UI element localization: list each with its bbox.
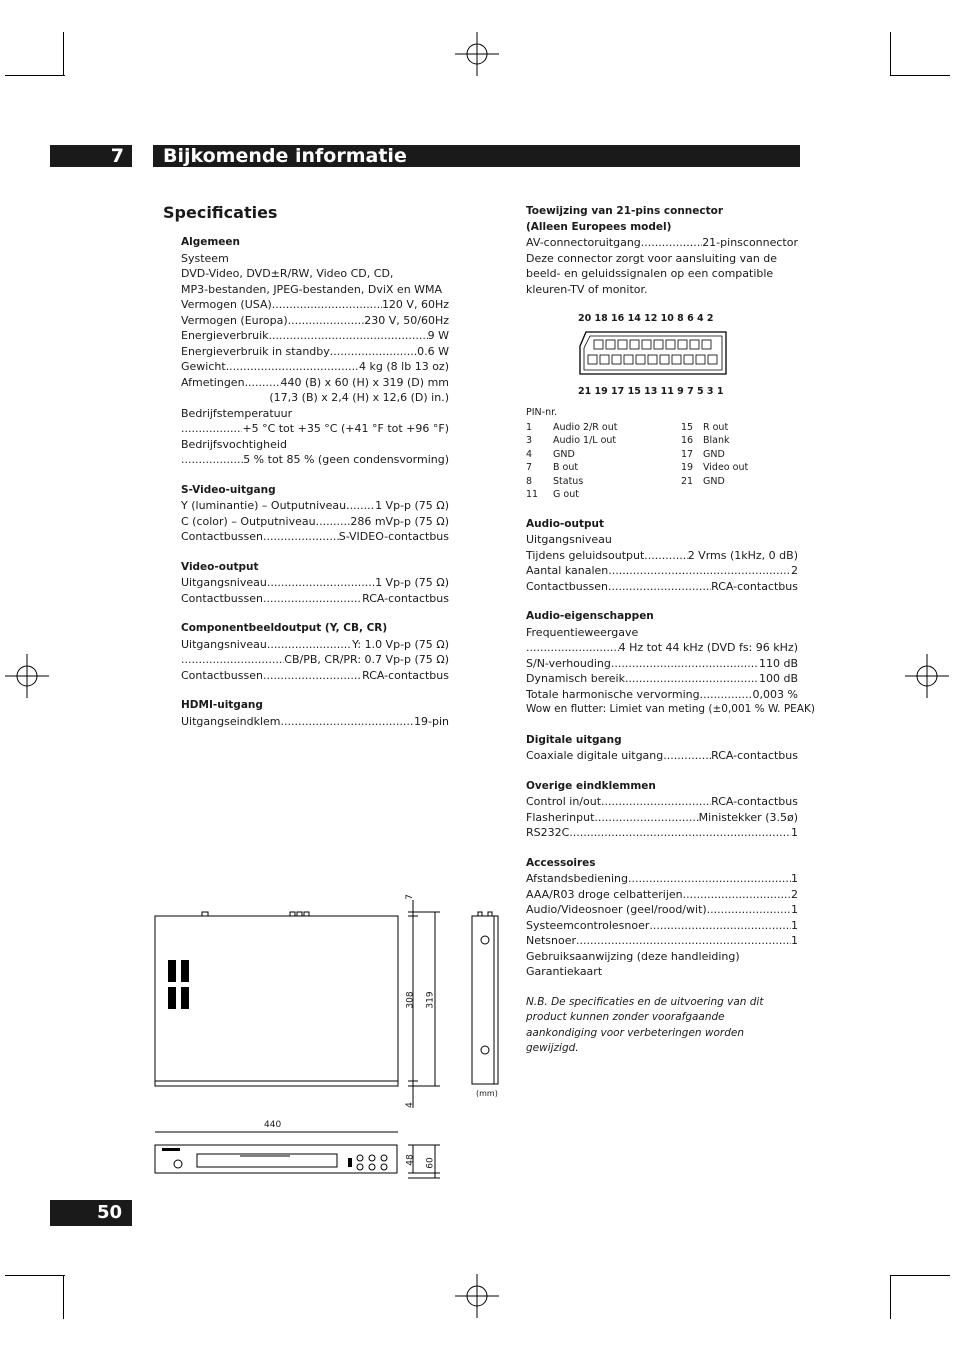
crop-mark <box>890 75 950 76</box>
spec-row: Netsnoer ..... 1 <box>526 933 798 949</box>
dimension-label: 319 <box>425 991 436 1009</box>
spec-row: Uitgangseindklem ..... 19-pin <box>181 714 449 730</box>
spec-row: Afmetingen ..... 440 (B) x 60 (H) x 319 (D) mm <box>181 375 449 391</box>
spec-row: Uitgangsniveau ..... Y: 1.0 Vp-p (75 Ω) <box>181 637 449 653</box>
spec-text: MP3-bestanden, JPEG-bestanden, DviX en WMA <box>181 282 443 296</box>
registration-mark-icon <box>905 654 949 698</box>
spec-text: (17,3 (B) x 2,4 (H) x 12,6 (D) in.) <box>269 391 449 404</box>
spec-row: Contactbussen ..... RCA-contactbus <box>526 579 798 595</box>
spec-row: Y (luminantie) – Outputniveau ..... 1 Vp-p (75 Ω) <box>181 498 449 514</box>
spec-row: Uitgangsniveau ..... 1 Vp-p (75 Ω) <box>181 575 449 591</box>
table-row: 7 B out 19 Video out <box>526 462 749 473</box>
spec-row: Contactbussen ..... RCA-contactbus <box>181 668 449 684</box>
dimension-label: 7 <box>404 894 415 900</box>
spec-row: S/N-verhouding ..... 110 dB <box>526 656 798 672</box>
chapter-number: 7 <box>50 145 132 167</box>
spec-row: ..... 4 Hz tot 44 kHz (DVD fs: 96 kHz) <box>526 640 798 656</box>
spec-text: Bedrijfstemperatuur <box>181 406 293 420</box>
spec-text: Garantiekaart <box>526 965 603 978</box>
side-view-drawing <box>468 910 502 1090</box>
dimension-label: 60 <box>425 1157 436 1169</box>
crop-mark <box>890 1275 950 1276</box>
spec-row: ..... 5 % tot 85 % (geen condensvorming) <box>181 452 449 468</box>
spec-row: AV-connectoruitgang ..... 21-pinsconnector <box>526 235 798 251</box>
dimension-label: 4 <box>404 1102 415 1108</box>
spec-text: Bedrijfsvochtigheid <box>181 437 287 451</box>
spec-row: Flasherinput ..... Ministekker (3.5ø) <box>526 810 798 826</box>
spec-text: Gebruiksaanwijzing (deze handleiding) <box>526 949 740 963</box>
registration-mark-icon <box>455 1274 499 1318</box>
dimension-label: 308 <box>405 991 416 1009</box>
heading-hdmi: HDMI-uitgang <box>181 699 263 711</box>
scart-description: Deze connector zorgt voor aansluiting van de beeld- en geluidssignalen op een compatible kleuren-TV of monitor. <box>526 251 778 296</box>
chapter-title: Bijkomende informatie <box>153 145 800 167</box>
spec-row: Vermogen (USA) ..... 120 V, 60Hz <box>181 297 449 313</box>
spec-row: Control in/out ..... RCA-contactbus <box>526 794 798 810</box>
spec-row: AAA/R03 droge celbatterijen ..... 2 <box>526 887 798 903</box>
crop-mark <box>5 75 65 76</box>
spec-row: Dynamisch bereik ..... 100 dB <box>526 671 798 687</box>
pin-numbers-bottom: 21 19 17 15 13 11 9 7 5 3 1 <box>578 386 724 397</box>
spec-row: Gewicht ..... 4 kg (8 lb 13 oz) <box>181 359 449 375</box>
spec-row: Tijdens geluidsoutput ..... 2 Vrms (1kHz, 0 dB) <box>526 548 798 564</box>
spec-row: Contactbussen ..... S-VIDEO-contactbus <box>181 529 449 545</box>
heading-digital: Digitale uitgang <box>526 733 622 746</box>
heading-algemeen: Algemeen <box>181 236 241 248</box>
pin-numbers-top: 20 18 16 14 12 10 8 6 4 2 <box>578 313 714 324</box>
dimension-label: 440 <box>264 1120 282 1130</box>
scart-connector-figure <box>578 313 738 397</box>
heading-audio-output: Audio-output <box>526 517 605 530</box>
spec-row: C (color) – Outputniveau ..... 286 mVp-p (75 Ω) <box>181 514 449 530</box>
spec-text: Frequentieweergave <box>526 625 639 639</box>
spec-row: ..... CB/PB, CR/PR: 0.7 Vp-p (75 Ω) <box>181 652 449 668</box>
spec-row: Energieverbruik in standby ..... 0.6 W <box>181 344 449 360</box>
spec-text: DVD-Video, DVD±R/RW, Video CD, CD, <box>181 267 394 280</box>
crop-mark <box>890 32 891 76</box>
scart-connector-icon <box>578 324 738 382</box>
spec-row: Aantal kanalen ..... 2 <box>526 563 798 579</box>
registration-mark-icon <box>455 32 499 76</box>
table-row: 3 Audio 1/L out 16 Blank <box>526 435 730 446</box>
heading-svideo: S-Video-uitgang <box>181 483 276 496</box>
spec-text: Wow en flutter: Limiet van meting (±0,001 % W. PEAK) <box>526 703 815 715</box>
crop-mark <box>5 1275 65 1276</box>
spec-row: Totale harmonische vervorming ..... 0,003 % <box>526 687 798 703</box>
spec-row: Contactbussen ..... RCA-contactbus <box>181 591 449 607</box>
heading-video-output: Video-output <box>181 560 259 573</box>
heading-scart: Toewijzing van 21-pins connector <box>526 205 724 217</box>
spec-row: ..... +5 °C tot +35 °C (+41 °F tot +96 °F) <box>181 421 449 437</box>
heading-other: Overige eindklemmen <box>526 779 656 792</box>
heading-component: Componentbeeldoutput (Y, CB, CR) <box>181 622 388 634</box>
spec-row: Energieverbruik ..... 9 W <box>181 328 449 344</box>
footnote: N.B. De specificaties en de uitvoering van dit product kunnen zonder voorafgaande aankondiging voor verbeteringen worden gewijzigd. <box>526 995 764 1054</box>
unit-label: (mm) <box>476 1089 498 1098</box>
table-row: 8 Status 21 GND <box>526 475 725 487</box>
spec-row: Vermogen (Europa) ..... 230 V, 50/60Hz <box>181 313 449 329</box>
dimension-label: 48 <box>405 1154 416 1166</box>
crop-mark <box>63 1275 64 1319</box>
spec-row: Audio/Videosnoer (geel/rood/wit) ..... 1 <box>526 902 798 918</box>
table-row: 11 G out <box>526 489 579 500</box>
table-row: 1 Audio 2/R out 15 R out <box>526 421 729 433</box>
heading-accessories: Accessoires <box>526 856 596 869</box>
spec-row: Systeemcontrolesnoer ..... 1 <box>526 918 798 934</box>
crop-mark <box>63 32 64 76</box>
spec-row: Coaxiale digitale uitgang ..... RCA-contactbus <box>526 748 798 764</box>
spec-text: Uitgangsniveau <box>526 533 612 546</box>
page-number: 50 <box>50 1200 132 1226</box>
registration-mark-icon <box>5 654 49 698</box>
spec-row: RS232C ..... 1 <box>526 825 798 841</box>
crop-mark <box>890 1275 891 1319</box>
heading-scart-sub: (Alleen Europees model) <box>526 220 672 233</box>
heading-audio-props: Audio-eigenschappen <box>526 610 654 622</box>
pin-table <box>526 421 748 502</box>
section-title: Specificaties <box>163 203 278 222</box>
spec-row: Afstandsbediening ..... 1 <box>526 871 798 887</box>
table-row: 4 GND 17 GND <box>526 448 725 460</box>
spec-text: Systeem <box>181 251 229 265</box>
pin-header: PIN-nr. <box>526 407 558 418</box>
left-column <box>181 235 449 729</box>
